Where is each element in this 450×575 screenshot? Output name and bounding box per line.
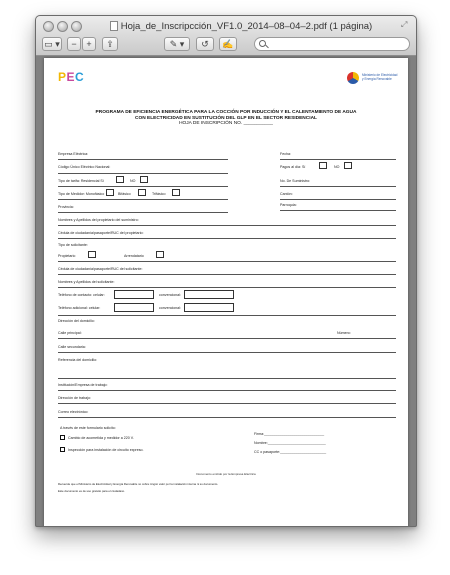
label-trifasico: Trifásico [152, 192, 166, 196]
label-nombre: Nombre:_____________________________ [254, 441, 326, 445]
field-celular-contacto[interactable] [114, 290, 154, 299]
label-telefono-adicional: Teléfono adicional: celular: [58, 306, 101, 310]
zoom-button[interactable] [71, 21, 82, 32]
search-icon [259, 40, 266, 47]
label-pagos: Pagos al día: Sí [280, 165, 306, 169]
checkbox-pagos-no[interactable] [344, 162, 352, 169]
label-cc-pasaporte: CC o pasaporte:_______________________ [254, 450, 327, 454]
label-fecha: Fecha: [280, 152, 291, 156]
ministry-name: Ministerio de Electricidad y Energía Renovable [362, 73, 398, 81]
zoom-out-button[interactable]: − [67, 37, 81, 51]
checkbox-bifasico[interactable] [138, 189, 146, 196]
preview-window [35, 15, 417, 527]
label-nombres-solicitante: Nombres y Apellidos del solicitante: [58, 280, 115, 284]
field-provincia[interactable] [58, 212, 228, 213]
heading-line-3: HOJA DE INSCRIPCIÓN NO. ___________ [179, 121, 273, 127]
field-canton[interactable] [280, 199, 396, 200]
label-empresa: Empresa Eléctrica: [58, 152, 89, 156]
footer-line-2: Recuerde que el Ministerio de Electricidad y Energía Renovable no cobra ningún valor por la instalación interna ni su documento. [58, 482, 219, 486]
field-referencia[interactable] [58, 378, 396, 379]
footer-line-1: Documento emitido por la Empresa Eléctrica [196, 472, 256, 476]
label-cedula-solicitante: Cédula de ciudadanía/pasaporte/RUC del solicitante: [58, 267, 143, 271]
checkbox-pagos-si[interactable] [319, 162, 327, 169]
ministry-emblem-icon [347, 72, 359, 84]
field-codigo[interactable] [58, 173, 228, 174]
field-celular-adicional[interactable] [114, 303, 154, 312]
field-institucion[interactable] [58, 390, 396, 391]
label-numero: Número: [337, 331, 351, 335]
label-tarifa: Tipo de tarifa: Residencial Sí [58, 179, 104, 183]
checkbox-tarifa-si[interactable] [116, 176, 124, 183]
divider-medidor [58, 199, 228, 200]
label-parroquia: Parroquia: [280, 203, 297, 207]
field-parroquia[interactable] [280, 210, 396, 211]
heading-line-2: CON ELECTRICIDAD EN SUSTITUCIÓN DEL GLP EN EL SECTOR RESIDENCIAL [135, 115, 317, 121]
window-title-text: Hoja_de_Inscripcción_VF1.0_2014–08–04–2.pdf (1 página) [120, 20, 373, 32]
label-convencional-adicional: convencional: [159, 306, 181, 310]
label-propietario-opcion: Propietario [58, 254, 76, 258]
pdf-document-icon [110, 21, 118, 31]
label-suministro: No. De Suministro: [280, 179, 311, 183]
label-direccion-trabajo: Dirección de trabajo: [58, 396, 91, 400]
label-direccion: Dirección del domicilio: [58, 319, 95, 323]
label-codigo: Código Único Eléctrico Nacional: [58, 165, 111, 169]
ministry-logo [347, 72, 398, 84]
label-medidor: Tipo de Medidor: Monofásico [58, 192, 105, 196]
title-bar[interactable] [36, 16, 416, 56]
label-calle-secundaria: Calle secundaria: [58, 345, 86, 349]
field-cedula-propietario[interactable] [58, 238, 396, 239]
label-tarifa-no: NO [130, 179, 136, 183]
close-button[interactable] [43, 21, 54, 32]
rotate-button[interactable]: ↺ [196, 37, 214, 51]
minimize-button[interactable] [57, 21, 68, 32]
checkbox-cambio-acometida[interactable] [60, 435, 65, 440]
window-title [106, 19, 376, 33]
sidebar-toggle-button[interactable]: ▭ ▾ [42, 37, 62, 51]
label-referencia: Referencia del domicilio: [58, 358, 98, 362]
checkbox-propietario[interactable] [88, 251, 96, 258]
field-calle-secundaria[interactable] [58, 352, 396, 353]
zoom-in-button[interactable]: + [82, 37, 96, 51]
field-correo[interactable] [58, 417, 396, 418]
pdf-page[interactable] [44, 58, 408, 527]
label-solicita: A través de este formulario solicito: [60, 426, 116, 430]
share-button[interactable]: ⇪ [102, 37, 118, 51]
field-suministro[interactable] [280, 186, 396, 187]
field-fecha[interactable] [280, 159, 396, 160]
checkbox-tarifa-no[interactable] [140, 176, 148, 183]
pec-logo: PEC [58, 70, 85, 84]
divider-tipo-solicitante [58, 261, 396, 262]
checkbox-inspeccion[interactable] [60, 447, 65, 452]
divider-tarifa [58, 186, 228, 187]
heading-line-1: PROGRAMA DE EFICIENCIA ENERGÉTICA PARA LA COCCIÓN POR INDUCCIÓN Y EL CALENTAMIENTO DE AGUA [95, 110, 357, 115]
label-correo: Correo electrónico: [58, 410, 89, 414]
field-nombres-solicitante[interactable] [58, 287, 396, 288]
field-empresa[interactable] [58, 159, 228, 160]
checkbox-monofasico[interactable] [106, 189, 114, 196]
label-provincia: Provincia: [58, 205, 74, 209]
field-calle-principal[interactable] [58, 338, 396, 339]
checkbox-arrendatario[interactable] [156, 251, 164, 258]
label-telefono-contacto: Teléfono de contacto: celular: [58, 293, 105, 297]
label-cambio-acometida: Cambio de acometida y medidor a 220 V. [68, 436, 134, 440]
field-direccion-trabajo[interactable] [58, 403, 396, 404]
search-field[interactable] [254, 37, 410, 51]
label-calle-principal: Calle principal: [58, 331, 82, 335]
field-convencional-adicional[interactable] [184, 303, 234, 312]
label-pagos-no: NO [334, 165, 340, 169]
form-heading [44, 110, 408, 127]
label-canton: Cantón: [280, 192, 293, 196]
label-institucion: Institución/Empresa de trabajo: [58, 383, 108, 387]
fullscreen-icon[interactable]: ⤢ [401, 20, 408, 29]
field-cedula-solicitante[interactable] [58, 274, 396, 275]
checkbox-trifasico[interactable] [172, 189, 180, 196]
edit-toolbar-button[interactable]: ✍ [219, 37, 237, 51]
label-cedula-propietario: Cédula de ciudadanía/pasaporte/RUC del propietario: [58, 231, 144, 235]
footer-line-3: Este documento es de uso gratuito para el ciudadano. [58, 489, 126, 493]
label-inspeccion: Inspección para instalación de circuito expreso. [68, 448, 144, 452]
label-arrendatario-opcion: Arrendatario [124, 254, 144, 258]
field-propietario[interactable] [58, 225, 396, 226]
label-firma: Firma:______________________________ [254, 432, 325, 436]
field-convencional-contacto[interactable] [184, 290, 234, 299]
label-convencional-contacto: convencional: [159, 293, 181, 297]
divider-telefonos [58, 315, 396, 316]
label-propietario: Nombres y Apellidos del propietario del suministro: [58, 218, 139, 222]
label-tipo-solicitante: Tipo de solicitante: [58, 243, 88, 247]
annotate-button[interactable]: ✎ ▾ [164, 37, 190, 51]
label-bifasico: Bifásico [118, 192, 131, 196]
